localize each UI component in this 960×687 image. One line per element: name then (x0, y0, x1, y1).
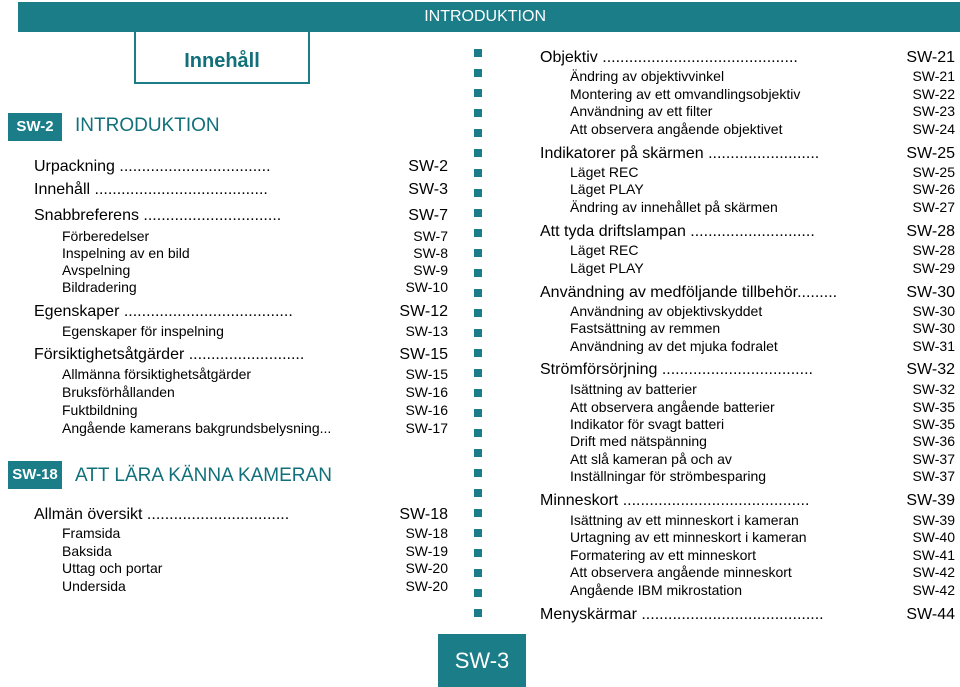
toc-subentry[interactable] (62, 577, 448, 595)
toc-entry[interactable] (540, 491, 955, 511)
toc-entry-label: Objektiv ............................................ (540, 49, 798, 66)
toc-subentry[interactable] (62, 244, 448, 262)
toc-entry-page: SW-32 (906, 361, 955, 378)
toc-entry[interactable] (34, 345, 448, 365)
toc-subentry-page: SW-37 (912, 468, 955, 484)
toc-subentry-page: SW-16 (405, 402, 448, 418)
toc-subentry-page: SW-24 (912, 121, 955, 137)
toc-subentry[interactable] (570, 432, 955, 450)
toc-entry-label: Minneskort .......................................... (540, 492, 810, 509)
toc-entry-label: Att tyda driftslampan ............................ (540, 223, 815, 240)
toc-subentry-label: Ändring av objektivvinkel (570, 68, 725, 84)
toc-subentry-page: SW-16 (405, 384, 448, 400)
toc-subentry[interactable] (570, 163, 955, 181)
toc-subentry-label: Undersida (62, 578, 126, 594)
toc-subentry[interactable] (570, 337, 955, 355)
toc-subentry-page: SW-35 (912, 416, 955, 432)
toc-subentry-page: SW-27 (912, 199, 955, 215)
toc-subentry-page: SW-7 (413, 228, 448, 244)
toc-entry-label: Försiktighetsåtgärder .......................... (34, 346, 305, 363)
section-title-att-lara-kanna-kameran: ATT LÄRA KÄNNA KAMERAN (75, 465, 332, 486)
toc-entry-label: Strömförsörjning .................................. (540, 361, 813, 378)
toc-entry-label: Indikatorer på skärmen ......................... (540, 145, 820, 162)
toc-subentry[interactable] (570, 581, 955, 599)
toc-subentry[interactable] (62, 278, 448, 296)
toc-subentry-label: Angående kamerans bakgrundsbelysning... (62, 420, 332, 436)
toc-entry-page: SW-2 (408, 158, 448, 175)
header-title: INTRODUKTION (424, 8, 546, 25)
toc-entry-label: Menyskärmar ......................................... (540, 606, 824, 623)
toc-subentry[interactable] (62, 559, 448, 577)
toc-subentry-label: Fuktbildning (62, 402, 138, 418)
toc-subentry-page: SW-19 (405, 543, 448, 559)
toc-subentry-label: Allmänna försiktighetsåtgärder (62, 366, 252, 382)
toc-subentry-label: Att slå kameran på och av (570, 451, 732, 467)
toc-subentry-page: SW-8 (413, 245, 448, 261)
toc-entry-page: SW-21 (906, 49, 955, 66)
toc-subentry-label: Läget REC (570, 164, 639, 180)
toc-subentry-page: SW-42 (912, 582, 955, 598)
toc-subentry[interactable] (570, 563, 955, 581)
toc-subentry-label: Användning av ett filter (570, 103, 713, 119)
toc-subentry-label: Att observera angående batterier (570, 399, 775, 415)
toc-subentry[interactable] (570, 450, 955, 468)
toc-subentry-page: SW-10 (405, 279, 448, 295)
toc-subentry-label: Bruksförhållanden (62, 384, 175, 400)
toc-entry[interactable] (540, 48, 955, 68)
toc-subentry-label: Angående IBM mikrostation (570, 582, 742, 598)
toc-entry[interactable] (540, 144, 955, 164)
toc-subentry-label: Urtagning av ett minneskort i kameran (570, 529, 807, 545)
toc-subentry-page: SW-23 (912, 103, 955, 119)
toc-subentry-label: Läget REC (570, 242, 639, 258)
toc-subentry-page: SW-35 (912, 399, 955, 415)
toc-entry[interactable] (34, 206, 448, 226)
toc-subentry-label: Indikator för svagt batteri (570, 416, 725, 432)
toc-subentry-label: Läget PLAY (570, 260, 644, 276)
toc-entry-page: SW-3 (408, 181, 448, 198)
toc-entry-page: SW-12 (399, 303, 448, 320)
toc-subentry-label: Fastsättning av remmen (570, 320, 721, 336)
toc-subentry-page: SW-15 (405, 366, 448, 382)
section-title-introduktion: INTRODUKTION (75, 115, 220, 136)
toc-subentry-label: Avspelning (62, 262, 131, 278)
toc-entry-label: Egenskaper ...................................... (34, 303, 293, 320)
toc-subentry-page: SW-20 (405, 578, 448, 594)
toc-subentry[interactable] (62, 227, 448, 245)
toc-subentry-page: SW-21 (912, 68, 955, 84)
toc-subentry[interactable] (570, 102, 955, 120)
toc-subentry-label: Ändring av innehållet på skärmen (570, 199, 778, 215)
header-bar (18, 2, 960, 32)
toc-subentry-label: Användning av det mjuka fodralet (570, 338, 778, 354)
toc-subentry[interactable] (62, 261, 448, 279)
page-number-badge: SW-3 (438, 634, 526, 687)
toc-subentry-label: Uttag och portar (62, 560, 163, 576)
toc-subentry-label: Användning av objektivskyddet (570, 303, 763, 319)
toc-subentry-label: Isättning av batterier (570, 381, 697, 397)
toc-subentry-page: SW-40 (912, 529, 955, 545)
toc-subentry[interactable] (62, 401, 448, 419)
toc-subentry[interactable] (62, 365, 448, 383)
toc-entry-page: SW-44 (906, 606, 955, 623)
toc-subentry[interactable] (570, 120, 955, 138)
toc-subentry-label: Att observera angående objektivet (570, 121, 783, 137)
toc-subentry[interactable] (62, 542, 448, 560)
toc-subentry-page: SW-20 (405, 560, 448, 576)
toc-subentry-page: SW-42 (912, 564, 955, 580)
toc-subentry-page: SW-31 (912, 338, 955, 354)
toc-subentry-page: SW-41 (912, 547, 955, 563)
toc-subentry-label: Montering av ett omvandlingsobjektiv (570, 86, 801, 102)
toc-subentry-page: SW-30 (912, 303, 955, 319)
toc-subentry[interactable] (570, 511, 955, 529)
toc-subentry-page: SW-36 (912, 433, 955, 449)
toc-entry[interactable] (34, 180, 448, 200)
toc-subentry[interactable] (570, 380, 955, 398)
toc-subentry[interactable] (62, 524, 448, 542)
toc-subentry-page: SW-22 (912, 86, 955, 102)
toc-subentry-label: Isättning av ett minneskort i kameran (570, 512, 799, 528)
toc-subentry[interactable] (570, 180, 955, 198)
toc-subentry-page: SW-26 (912, 181, 955, 197)
toc-subentry[interactable] (570, 398, 955, 416)
toc-entry-page: SW-30 (906, 284, 955, 301)
toc-subentry[interactable] (570, 241, 955, 259)
toc-subentry-label: Formatering av ett minneskort (570, 547, 756, 563)
toc-subentry-page: SW-18 (405, 525, 448, 541)
toc-entry-page: SW-18 (399, 506, 448, 523)
toc-entry-page: SW-15 (399, 346, 448, 363)
toc-entry[interactable] (540, 283, 955, 303)
toc-subentry-page: SW-32 (912, 381, 955, 397)
toc-subentry[interactable] (62, 322, 448, 340)
toc-subentry-page: SW-37 (912, 451, 955, 467)
toc-subentry-page: SW-9 (413, 262, 448, 278)
toc-entry-page: SW-7 (408, 207, 448, 224)
toc-subentry-page: SW-30 (912, 320, 955, 336)
toc-subentry-label: Läget PLAY (570, 181, 644, 197)
toc-subentry[interactable] (570, 528, 955, 546)
toc-entry[interactable] (34, 302, 448, 322)
toc-subentry-page: SW-28 (912, 242, 955, 258)
section-badge-sw18: SW-18 (8, 461, 62, 489)
toc-subentry[interactable] (570, 319, 955, 337)
section-badge-sw2: SW-2 (8, 113, 62, 141)
toc-entry-page: SW-28 (906, 223, 955, 240)
toc-entry-label: Snabbreferens ............................... (34, 207, 282, 224)
toc-subentry[interactable] (62, 419, 448, 437)
toc-subentry-label: Att observera angående minneskort (570, 564, 792, 580)
toc-subentry-label: Förberedelser (62, 228, 150, 244)
toc-subentry-page: SW-29 (912, 260, 955, 276)
toc-subentry-page: SW-25 (912, 164, 955, 180)
toc-subentry-label: Inställningar för strömbesparing (570, 468, 767, 484)
toc-subentry-label: Baksida (62, 543, 112, 559)
toc-subentry[interactable] (570, 415, 955, 433)
toc-subentry-label: Bildradering (62, 279, 137, 295)
toc-subentry[interactable] (62, 383, 448, 401)
toc-subentry[interactable] (570, 259, 955, 277)
toc-subentry[interactable] (570, 467, 955, 485)
toc-entry-label: Användning av medföljande tillbehör......... (540, 284, 838, 301)
toc-entry[interactable] (540, 222, 955, 242)
toc-entry[interactable] (540, 360, 955, 380)
toc-entry-page: SW-39 (906, 492, 955, 509)
toc-subentry[interactable] (570, 198, 955, 216)
contents-tab (134, 32, 310, 84)
toc-subentry-page: SW-17 (405, 420, 448, 436)
toc-subentry[interactable] (570, 546, 955, 564)
toc-subentry-label: Egenskaper för inspelning (62, 323, 224, 339)
toc-entry-label: Urpackning .................................. (34, 158, 271, 175)
toc-entry-page: SW-25 (906, 145, 955, 162)
toc-entry[interactable] (540, 605, 955, 625)
toc-subentry-label: Inspelning av en bild (62, 245, 190, 261)
toc-entry-label: Allmän översikt ................................ (34, 506, 290, 523)
toc-subentry-label: Framsida (62, 525, 121, 541)
toc-entry-label: Innehåll ....................................... (34, 181, 268, 198)
page-title: Innehåll (184, 50, 260, 72)
toc-entry[interactable] (34, 157, 448, 177)
toc-entry[interactable] (34, 505, 448, 525)
toc-subentry-label: Drift med nätspänning (570, 433, 707, 449)
toc-subentry[interactable] (570, 67, 955, 85)
toc-subentry[interactable] (570, 302, 955, 320)
toc-subentry[interactable] (570, 85, 955, 103)
toc-subentry-page: SW-13 (405, 323, 448, 339)
toc-subentry-page: SW-39 (912, 512, 955, 528)
